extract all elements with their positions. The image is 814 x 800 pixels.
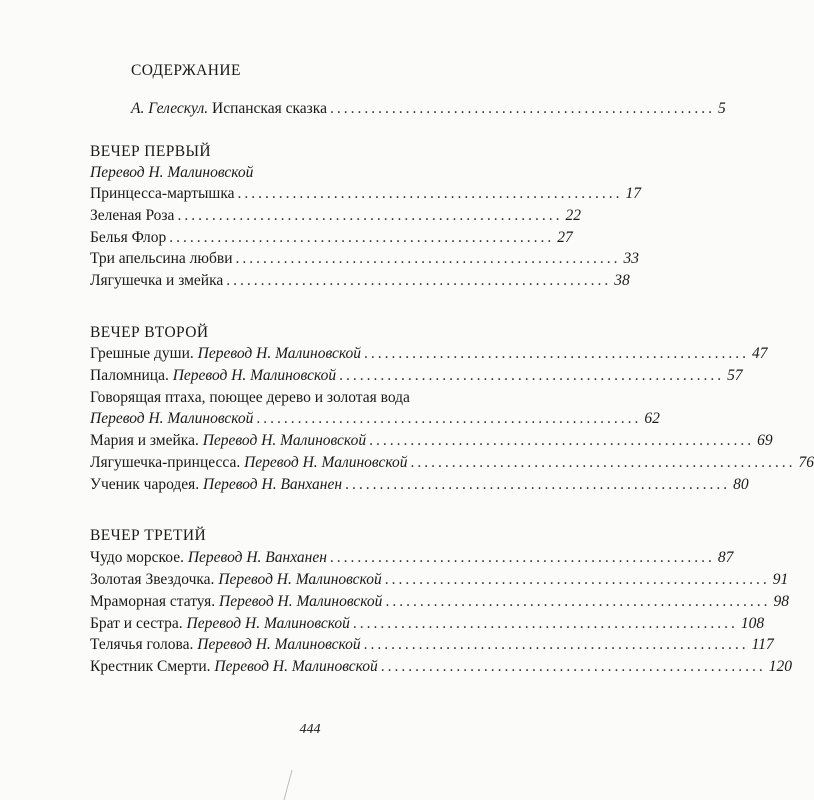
leader-dots: ........................................................: [410, 454, 796, 471]
toc-entry-title: Золотая Звездочка. Перевод Н. Малиновской: [90, 571, 382, 588]
toc-entry-page: 57: [727, 367, 743, 384]
toc-entry-title: Мраморная статуя. Перевод Н. Малиновской: [90, 593, 383, 610]
toc-entry-title: Ученик чародея. Перевод Н. Ванханен: [90, 476, 343, 493]
toc-entry-page: 33: [623, 250, 639, 267]
toc-entry[interactable]: [90, 636, 774, 656]
toc-entry-title: Три апельсина любви: [90, 250, 233, 267]
paper-scratch-mark: [270, 752, 310, 800]
toc-entry-title: Брат и сестра. Перевод Н. Малиновской: [90, 615, 350, 632]
toc-entry-page: 22: [565, 207, 581, 224]
toc-entry[interactable]: [90, 185, 642, 205]
toc-entry-title: Принцесса-мартышка: [90, 185, 235, 202]
leader-dots: ........................................................: [329, 549, 715, 566]
toc-entry-page: 120: [768, 658, 793, 675]
toc-entry[interactable]: [90, 345, 768, 365]
toc-entry-page: 17: [625, 185, 642, 202]
leader-dots: ........................................................: [339, 367, 725, 384]
contents-heading: СОДЕРЖАНИЕ: [131, 62, 241, 79]
toc-entry[interactable]: [90, 432, 773, 452]
toc-entry[interactable]: [90, 229, 573, 249]
toc-entry-page: 62: [644, 410, 660, 427]
toc-entry-title: Телячья голова. Перевод Н. Малиновской: [90, 636, 361, 653]
toc-entry-title: Крестник Смерти. Перевод Н. Малиновской: [90, 658, 378, 675]
toc-entry[interactable]: [90, 658, 793, 678]
toc-entry[interactable]: [90, 410, 660, 430]
toc-entry-title: Перевод Н. Малиновской: [90, 410, 254, 427]
toc-entry[interactable]: [90, 207, 581, 227]
page-number: 444: [299, 722, 321, 737]
toc-entry[interactable]: [90, 571, 789, 591]
leader-dots: ........................................................: [364, 345, 750, 362]
toc-entry-title: Лягушечка-принцесса. Перевод Н. Малиновской: [90, 454, 408, 471]
leader-dots: ........................................................: [235, 250, 621, 267]
toc-entry-title: Грешные души. Перевод Н. Малиновской: [90, 345, 362, 362]
toc-entry-title: Мария и змейка. Перевод Н. Малиновской: [90, 432, 367, 449]
toc-entry-page: 108: [740, 615, 765, 632]
leader-dots: ........................................................: [329, 100, 715, 117]
toc-entry-page: 38: [614, 272, 630, 289]
toc-entry-page: 47: [752, 345, 768, 362]
toc-entry-title: Паломница. Перевод Н. Малиновской: [90, 367, 337, 384]
toc-entry-title: Чудо морское. Перевод Н. Ванханен: [90, 549, 327, 566]
leader-dots: ........................................................: [380, 658, 766, 675]
translator-note: Перевод Н. Малиновской: [90, 164, 254, 181]
toc-entry[interactable]: [90, 272, 630, 292]
toc-entry-page: 87: [717, 549, 734, 566]
toc-entry-title-line[interactable]: Говорящая птаха, поющее дерево и золотая вода: [90, 389, 410, 406]
section-heading: ВЕЧЕР ПЕРВЫЙ: [90, 143, 211, 160]
leader-dots: ........................................................: [169, 229, 555, 246]
toc-entry[interactable]: [90, 549, 734, 569]
toc-entry-page: 80: [733, 476, 749, 493]
section-heading: ВЕЧЕР ВТОРОЙ: [90, 324, 209, 341]
toc-entry-title: Белья Флор: [90, 229, 167, 246]
toc-entry-title: Лягушечка и змейка: [90, 272, 224, 289]
leader-dots: ........................................................: [177, 207, 563, 224]
leader-dots: ........................................................: [345, 476, 731, 493]
leader-dots: ........................................................: [363, 636, 749, 653]
toc-entry-page: 117: [751, 636, 774, 653]
toc-entry-intro[interactable]: [131, 100, 726, 120]
toc-entry[interactable]: [90, 476, 749, 496]
toc-entry-page: 98: [773, 593, 789, 610]
toc-entry-page: 5: [717, 100, 726, 117]
toc-entry-page: 27: [557, 229, 573, 246]
toc-entry[interactable]: [90, 367, 743, 387]
toc-entry-title: А. Гелескул. Испанская сказка: [131, 100, 327, 117]
leader-dots: ........................................................: [256, 410, 642, 427]
toc-entry-page: 91: [772, 571, 789, 588]
leader-dots: ........................................................: [352, 615, 738, 632]
toc-entry-title: Зеленая Роза: [90, 207, 175, 224]
toc-entry[interactable]: [90, 454, 814, 474]
toc-entry[interactable]: [90, 593, 789, 613]
toc-entry[interactable]: [90, 615, 765, 635]
section-heading: ВЕЧЕР ТРЕТИЙ: [90, 527, 207, 544]
toc-entry-page: 76: [798, 454, 814, 471]
leader-dots: ........................................................: [369, 432, 755, 449]
toc-entry-page: 69: [757, 432, 773, 449]
leader-dots: ........................................................: [384, 571, 770, 588]
leader-dots: ........................................................: [385, 593, 771, 610]
leader-dots: ........................................................: [226, 272, 612, 289]
toc-entry[interactable]: [90, 250, 639, 270]
leader-dots: ........................................................: [237, 185, 623, 202]
